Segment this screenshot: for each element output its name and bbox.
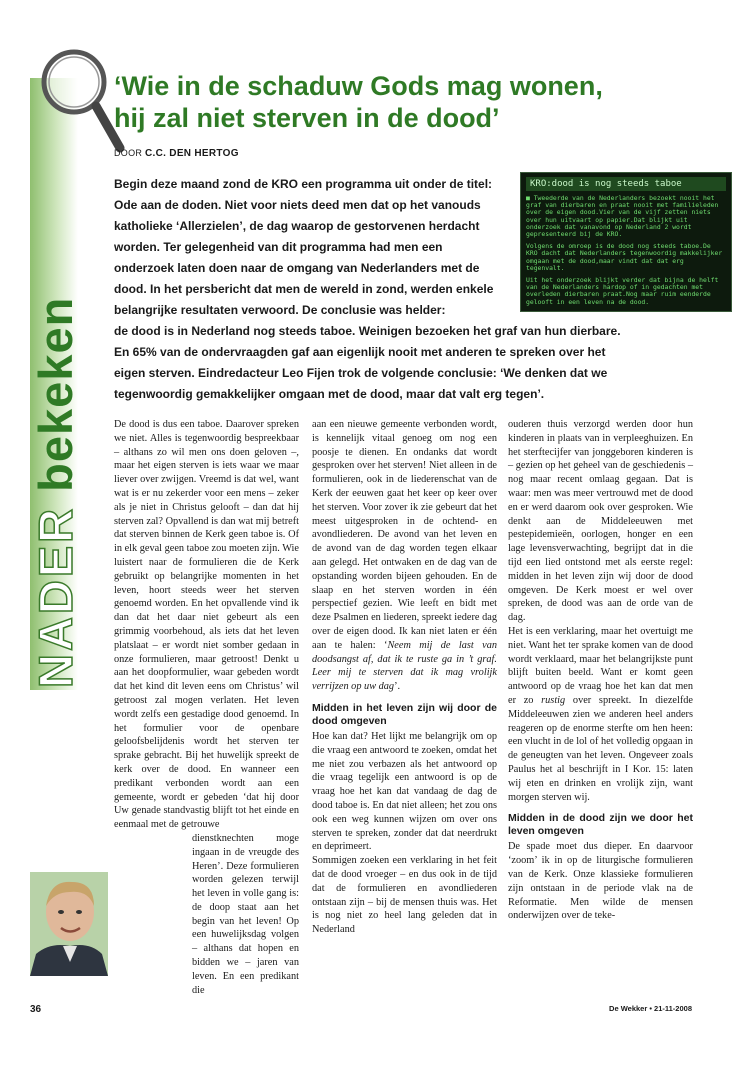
column-3 xyxy=(508,418,693,923)
magnifier-icon xyxy=(36,44,126,154)
article-title xyxy=(114,70,714,134)
subheading: Midden in de dood zijn we door het leven omgeven xyxy=(508,812,693,838)
body-paragraph xyxy=(312,418,497,694)
intro-line: de dood is in Nederland nog steeds taboe. Weinigen bezoeken het graf van hun dierbare. xyxy=(114,324,621,338)
byline xyxy=(114,148,239,159)
intro-line: En 65% van de ondervraagden gaf aan eigenlijk nooit met anderen te spreken over het xyxy=(114,345,606,359)
body-text: aan een nieuwe gemeente verbonden wordt, is kennelijk vitaal genoeg om nog een poosje te dienen. En ondanks dat wordt gesproken over het sterven! Niet alleen in de formulieren, ook in de liederenschat van de Kerk der eeuwen gaat het keer op keer over het sterven. Voor zover ik zie gebeurt dat het meest uitgesproken in de ochtend- en avondliederen. De avond van het leven en de avond van de dag worden tegen elkaar aan gelegd. Het ontwaken en de dag van de opstanding worden bijeen gehouden. En de slaap en het sterven worden in één perspectief gezien. Wie leeft en bidt met deze Psalmen en liederen, spreekt iedere dag over de eigen dood. Ik kan niet laten er één aan te halen: ‘ xyxy=(312,419,497,651)
section-label-nader: NADER xyxy=(29,505,82,688)
teletext-paragraph: Volgens de omroep is de dood nog steeds taboe.De KRO dacht dat Nederlanders tegenwoordig makkelijker omgaan met de dood,maar vindt dat dat erg tegenvalt. xyxy=(526,242,727,272)
intro-line: katholieke ‘Allerzielen’, de dag waarop de gestorvenen herdacht xyxy=(114,219,480,233)
body-paragraph: Hoe kan dat? Het lijkt me belangrijk om op die vraag een antwoord te zoeken, omdat het me niet zou verbazen als het antwoord op die vraag tegelijk een antwoord is op de vraag hoe het kan dat vandaag de dag de dood taboe is. En dat niet alleen; het zou ons ook een weg kunnen wijzen om over ons sterven te spreken, zonder dat dat neerdrukt en deprimeert. xyxy=(312,730,497,853)
title-line-1: ‘Wie in de schaduw Gods mag wonen, xyxy=(114,71,603,101)
body-text: ’. xyxy=(394,681,401,693)
body-paragraph: De spade moet dus dieper. En daarvoor ‘zoom’ ik in op de liturgische formulieren van de Kerk. Onze klassieke formulieren zijn ontstaan in de periode vlak na de Reformatie. Men wilde de mensen onderwijzen over de teke- xyxy=(508,841,693,922)
teletext-paragraph: ■ Tweederde van de Nederlanders bezoekt nooit het graf van dierbaren en praat nooit met familieleden over de eigen dood.Vier van de vijf zetten niets over hun uitvaart op papier.Dat blijkt uit onderzoek dat vanavond op Nederland 2 wordt gepresenteerd bij de KRO. xyxy=(526,194,723,239)
body-paragraph: ouderen thuis verzorgd werden door hun kinderen in plaats van in verpleeghuizen. En het sterftecijfer van jonggeboren kinderen is – gezien op het geheel van de geschiedenis – nog maar recent omlaag gegaan. Dat is waar: men was meer vertrouwd met de dood en er werd daarom ook over gesproken. Wie denkt aan de Middeleeuwen met pestepidemieën, oorlogen, honger en een lage levensverwachting, begrijpt dat in die tijd een lied ontstond met als eerste regel: midden in het leven zijn wij door de dood omgeven. De Kerk moest er wel over spreken, de dood was aan de orde van de dag. xyxy=(508,419,693,624)
footer-issue: De Wekker • 21-11-2008 xyxy=(609,1004,692,1013)
title-line-2: hij zal niet sterven in de dood’ xyxy=(114,103,500,133)
body-text: Het is een verklaring, maar het overtuigt me niet. Want het ter sprake komen van de dood wordt verklaard, maar het belangrijkste punt blijft buiten beeld. Want er komt geen antwoord op de vraag hoe het kan dat men er zo xyxy=(508,625,693,706)
intro-line: dood. In het persbericht dat men de wereld in zond, werden enkele xyxy=(114,282,494,296)
intro-line: belangrijke resultaten verwoord. De conclusie was helder: xyxy=(114,303,446,317)
section-label xyxy=(29,296,82,688)
intro-line: onderzoek laten doen naar de omgang van Nederlanders met de xyxy=(114,261,480,275)
author-photo xyxy=(30,872,108,976)
intro-line: eigen sterven. Eindredacteur Leo Fijen trok de volgende conclusie: ‘We denken dat we xyxy=(114,366,608,380)
body-text: over spreekt. In diezelfde Middeleeuwen zien we anderen heel anders reageren op de enorme sterfte om hen heen: een vlucht in de lol of het volledig opgaan in de geneugten van het leven. Ongeveer zoals Paulus het al beschrijft in I Kor. 15: laten wij eten en drinken en vrolijk zijn, want morgen sterven wij. xyxy=(508,694,693,803)
section-label-bekeken: bekeken xyxy=(29,296,82,492)
body-paragraph xyxy=(508,625,693,804)
teletext-screenshot xyxy=(520,172,732,312)
body-paragraph: dienstknechten moge ingaan in de vreugde des Heren’. Deze formulieren worden gelezen terwijl het leven in volle gang is: de doop staat aan het begin van het leven! Op een huwelijksdag volgen – althans dat hopen en bidden we – jaren van leven. En een predikant die xyxy=(192,832,299,996)
column-2 xyxy=(312,418,497,937)
teletext-paragraph: Uit het onderzoek blijkt verder dat bijna de helft van de Nederlanders hardop of in gedachten met overleden dierbaren praat.Nog maar ruim eenderde gelooft in een leven na de dood. xyxy=(526,276,723,306)
body-paragraph: De dood is dus een taboe. Daarover spreken we niet. Alles is tegenwoordig bespreekbaar – althans zo wil men ons doen geloven –, maar het eigen sterven is iets waar we maar liever over zwijgen. Vreemd is dat wel, want wat is er nu zekerder voor een mens – zeker als je niet in Christus gelooft – dan dat hij sterven zal? Opvallend is dan wat mij betreft dat sterven binnen de Kerk geen taboe is. Of in elk geval geen taboe zou moeten zijn. Wie luistert naar de formulieren die de Kerk gebruikt op belangrijke momenten in het leven, hoort steeds weer het sterven genoemd worden. En het opvallende vind ik dan dat het daar niet gebeurt als een grimmig voorbehoud, als iets dat het leven platslaat – er wordt niet somber gedaan in onze formulieren, maar getroost! Denkt u aan het doopformulier, waar gebeden wordt dat het kind dit leven eens om Christus’ wil getroost zal mogen verlaten. Het leven wordt zelfs een gestadige dood genoemd. In het formulier voor de openbare geloofsbelijdenis wordt het sterven ter sprake gebracht. Bij het huwelijk spreekt de kerk over de dood. En wanneer een predikant verbonden wordt aan een gemeente, wordt er gebeden ‘dat hij door Uw genade standvastig blijft tot het einde en eenmaal met de getrouwe xyxy=(114,419,299,831)
column-1 xyxy=(114,418,299,997)
body-paragraph: Sommigen zoeken een verklaring in het feit dat de dood vroeger – en dus ook in de tijd dat de formulieren en avondliederen ontstaan zijn – bij de mensen thuis was. Het is nog niet zo heel lang geleden dat in Nederland xyxy=(312,855,497,936)
byline-author: C.C. DEN HERTOG xyxy=(145,148,239,159)
teletext-header: KRO:dood is nog steeds taboe xyxy=(526,177,726,191)
emphasis: rustig xyxy=(541,694,566,706)
page-number: 36 xyxy=(30,1004,42,1015)
subheading: Midden in het leven zijn wij door de dood omgeven xyxy=(312,701,497,727)
intro-line: worden. Ter gelegenheid van dit programma had men een xyxy=(114,240,443,254)
byline-door: DOOR xyxy=(114,148,143,158)
intro-line: Ode aan de doden. Niet voor niets deed men dat op het vanouds xyxy=(114,198,481,212)
intro-line: Begin deze maand zond de KRO een programma uit onder de titel: xyxy=(114,177,493,191)
psalm-quote: Neem mij de last van doodsangst af, dat ik te ruste ga in ’t graf. Leer mij te sterven dat ik mag vrolijk verrijzen op uw dag xyxy=(312,639,497,693)
intro-line: tegenwoordig gemakkelijker omgaan met de dood, maar dat valt erg tegen’. xyxy=(114,387,545,401)
